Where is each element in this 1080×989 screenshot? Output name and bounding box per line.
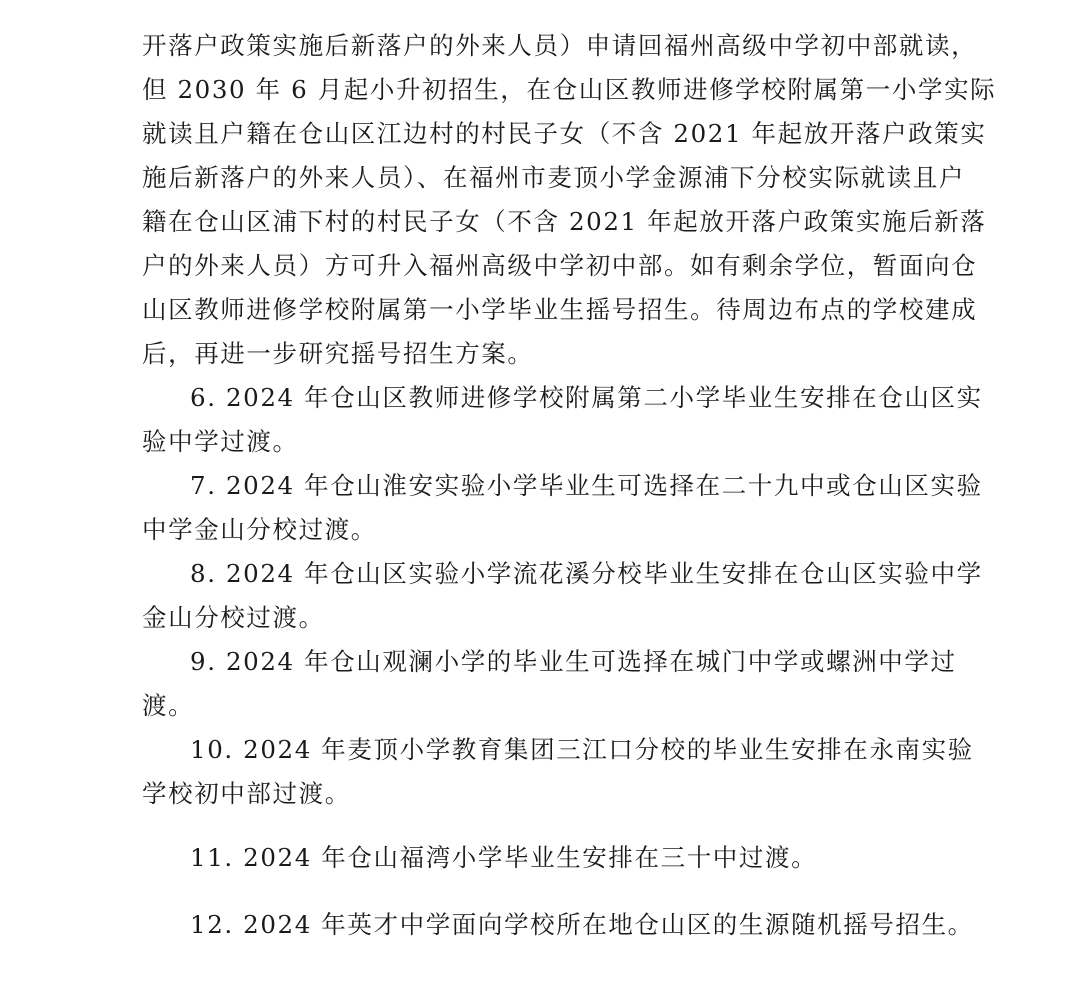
list-item-line: 9. 2024 年仓山观澜小学的毕业生可选择在城门中学或螺洲中学过 <box>190 647 957 676</box>
list-item-line: 8. 2024 年仓山区实验小学流花溪分校毕业生安排在仓山区实验中学 <box>190 559 983 588</box>
list-item-line: 验中学过渡。 <box>142 427 299 456</box>
list-item-line: 金山分校过渡。 <box>142 603 325 632</box>
list-item-line: 学校初中部过渡。 <box>142 779 351 808</box>
paragraph-line: 后，再进一步研究摇号招生方案。 <box>142 339 534 368</box>
list-item-line: 中学金山分校过渡。 <box>142 515 377 544</box>
list-item-line: 11. 2024 年仓山福湾小学毕业生安排在三十中过渡。 <box>190 843 818 872</box>
paragraph-line: 但 2030 年 6 月起小升初招生，在仓山区教师进修学校附属第一小学实际 <box>142 75 997 104</box>
list-item-line: 12. 2024 年英才中学面向学校所在地仓山区的生源随机摇号招生。 <box>190 910 974 939</box>
list-item-line: 7. 2024 年仓山淮安实验小学毕业生可选择在二十九中或仓山区实验 <box>190 471 983 500</box>
list-item-line: 10. 2024 年麦顶小学教育集团三江口分校的毕业生安排在永南实验 <box>190 735 974 764</box>
paragraph-line: 户的外来人员）方可升入福州高级中学初中部。如有剩余学位，暂面向仓 <box>142 251 978 280</box>
list-item-line: 6. 2024 年仓山区教师进修学校附属第二小学毕业生安排在仓山区实 <box>190 383 983 412</box>
paragraph-line: 施后新落户的外来人员）、在福州市麦顶小学金源浦下分校实际就读且户 <box>142 163 965 192</box>
paragraph-line: 山区教师进修学校附属第一小学毕业生摇号招生。待周边布点的学校建成 <box>142 295 978 324</box>
paragraph-line: 就读且户籍在仓山区江边村的村民子女（不含 2021 年起放开落户政策实 <box>142 119 987 148</box>
paragraph-line: 开落户政策实施后新落户的外来人员）申请回福州高级中学初中部就读， <box>142 31 978 60</box>
paragraph-line: 籍在仓山区浦下村的村民子女（不含 2021 年起放开落户政策实施后新落 <box>142 207 987 236</box>
list-item-line: 渡。 <box>142 691 195 720</box>
